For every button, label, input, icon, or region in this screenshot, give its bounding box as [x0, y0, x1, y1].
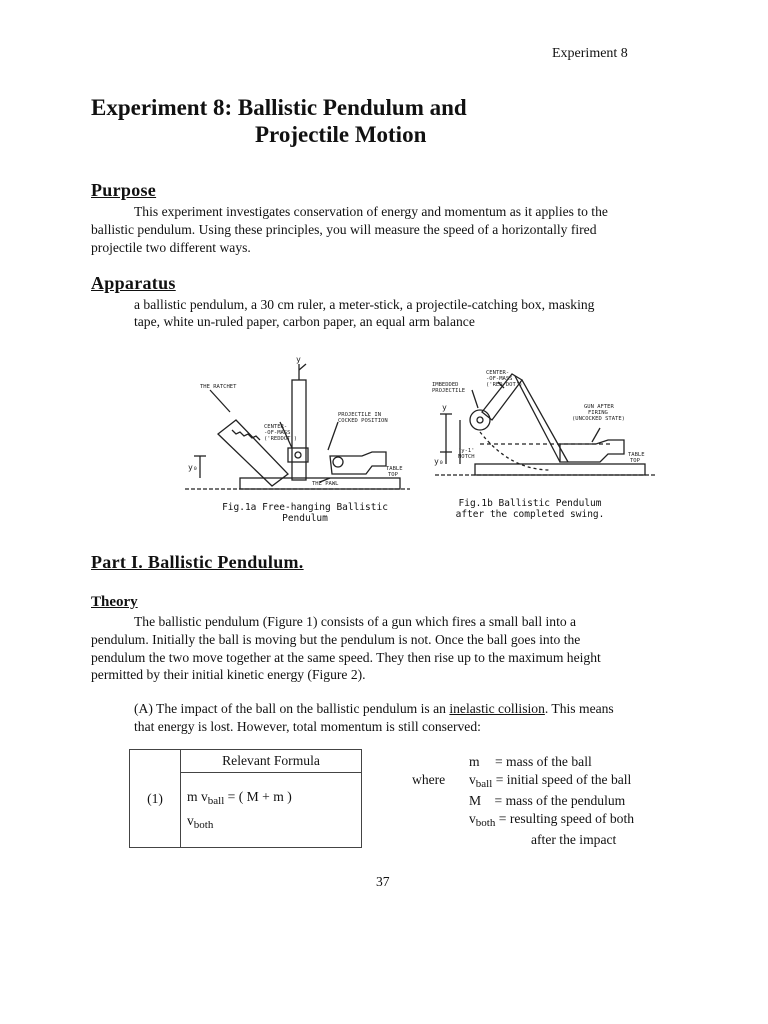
part1-heading: Part I. Ballistic Pendulum. — [91, 552, 304, 572]
formula-table — [129, 749, 362, 848]
fig1a-caption-line2: Pendulum — [282, 513, 328, 524]
running-head: Experiment 8 — [552, 46, 628, 61]
fig1a-caption-line1: Fig.1a Free-hanging Ballistic — [222, 502, 388, 513]
fig1a-label-com: CENTER- — [264, 424, 288, 430]
page-title-line2: Projectile Motion — [255, 122, 427, 147]
definition-m-text: = mass of the ball — [494, 754, 592, 769]
fig1b-label-gun: GUN AFTER — [584, 404, 614, 410]
fig1b-label-imbedded2: PROJECTILE — [432, 388, 466, 394]
theory-point-a — [134, 700, 614, 718]
fig1a-label-com2: -OF-MASS — [264, 430, 291, 436]
fig1b-label-com: CENTER- — [486, 370, 510, 376]
theory-point-a-line2: that energy is lost. However, total momentum is still conserved: — [134, 719, 481, 734]
fig1b-caption — [430, 498, 630, 520]
purpose-line-1: This experiment investigates conservation of energy and momentum as it applies to the — [134, 204, 608, 219]
theory-point-a-end: . This means — [544, 701, 614, 716]
definitions-where: where — [412, 772, 446, 787]
definition-vball-text: = initial speed of the ball — [492, 772, 632, 787]
fig1b-base — [475, 464, 645, 475]
fig1a-label-com3: ('REDDOT') — [264, 436, 298, 442]
fig1b-label-y0: y₀ — [434, 457, 444, 466]
formula-header-text: Relevant Formula — [222, 753, 320, 768]
theory-line-1: The ballistic pendulum (Figure 1) consists of a gun which fires a small ball into a — [134, 614, 577, 629]
page-number: 37 — [376, 874, 390, 889]
definition-vboth-sub: both — [475, 817, 496, 829]
fig1a-label-projectile2: COCKED POSITION — [338, 418, 388, 424]
fig1b-label-gun2: FIRING — [588, 410, 608, 416]
formula-rhs: = ( M + m ) — [224, 789, 292, 804]
formula-cell — [181, 773, 362, 848]
formula-v-both: v — [187, 813, 194, 828]
fig1b-caption-line2: after the completed swing. — [455, 509, 605, 520]
definition-M — [469, 791, 625, 810]
fig1a-pendulum-post — [292, 380, 306, 480]
fig1a-label-projectile: PROJECTILE IN — [338, 412, 382, 418]
fig1b-label-gun3: (UNCOCKED STATE) — [572, 416, 625, 422]
fig1a-label-table2: TOP — [388, 472, 398, 478]
fig1a-caption — [200, 502, 410, 524]
definition-M-text: = mass of the pendulum — [494, 793, 626, 808]
formula-number — [130, 750, 181, 848]
fig1a-label-y0: y₀ — [188, 463, 198, 472]
fig1b-gun — [560, 440, 624, 462]
figure-1-ballistic-pendulum — [180, 352, 660, 542]
theory-point-a-text: (A) The impact of the ball on the ballistic pendulum is an — [134, 701, 450, 716]
formula-sub-ball: ball — [207, 795, 225, 807]
purpose-heading: Purpose — [91, 180, 157, 200]
page-title-line1: Experiment 8: Ballistic Pendulum and — [91, 95, 467, 120]
fig1b-caption-line1: Fig.1b Ballistic Pendulum — [458, 498, 602, 509]
theory-line-2: pendulum. Initially the ball is moving but the pendulum is not. Once the ball goes into the — [91, 632, 581, 647]
theory-heading: Theory — [91, 594, 138, 610]
fig1a-label-ratchet: THE RATCHET — [200, 384, 237, 390]
formula-lhs: m v — [187, 789, 208, 804]
apparatus-heading: Apparatus — [91, 273, 176, 293]
definition-vboth-symbol: v — [469, 811, 476, 826]
definition-M-symbol: M — [469, 793, 482, 808]
fig1b-label-y: y — [442, 403, 447, 412]
definition-m-symbol: m — [469, 754, 480, 769]
definition-vball-sub: ball — [475, 778, 493, 790]
inelastic-collision-term: inelastic collision — [449, 701, 545, 716]
definition-vball-symbol: v — [469, 772, 476, 787]
definition-m — [469, 752, 592, 771]
fig1b-label-table: TABLE — [628, 452, 645, 458]
fig1b-label-com3: ('RED DOT') — [486, 382, 523, 388]
fig1a-label-pawl: THE PAWL — [312, 481, 339, 487]
apparatus-line-2: tape, white un-ruled paper, carbon paper, an equal arm balance — [134, 314, 475, 329]
fig1b-label-notch: 'y-1' — [458, 448, 475, 454]
purpose-line-3: projectile two different ways. — [91, 240, 251, 255]
apparatus-line-1: a ballistic pendulum, a 30 cm ruler, a meter-stick, a projectile-catching box, masking — [134, 297, 595, 312]
fig1b-label-imbedded: IMBEDDED — [432, 382, 459, 388]
fig1b-label-com2: -OF-MASS — [486, 376, 513, 382]
formula-header — [181, 750, 362, 773]
purpose-line-2: ballistic pendulum. Using these principles, you will measure the speed of a horizontally fired — [91, 222, 597, 237]
definition-vboth-text: = resulting speed of both — [495, 811, 635, 826]
definition-vboth-continued: after the impact — [531, 832, 617, 847]
theory-line-4: permitted by their initial kinetic energy (Figure 2). — [91, 667, 366, 682]
formula-sub-both: both — [193, 819, 214, 831]
formula-number-text: (1) — [147, 790, 163, 806]
fig1a-gun — [330, 452, 386, 474]
fig1a-label-y: y — [296, 355, 301, 364]
fig1b-label-table2: TOP — [630, 458, 640, 464]
fig1b-label-notch2: NOTCH — [458, 454, 475, 460]
fig1a-label-table: TABLE — [386, 466, 403, 472]
theory-line-3: pendulum the two move together at the same speed. They then rise up to the maximum height — [91, 650, 601, 665]
